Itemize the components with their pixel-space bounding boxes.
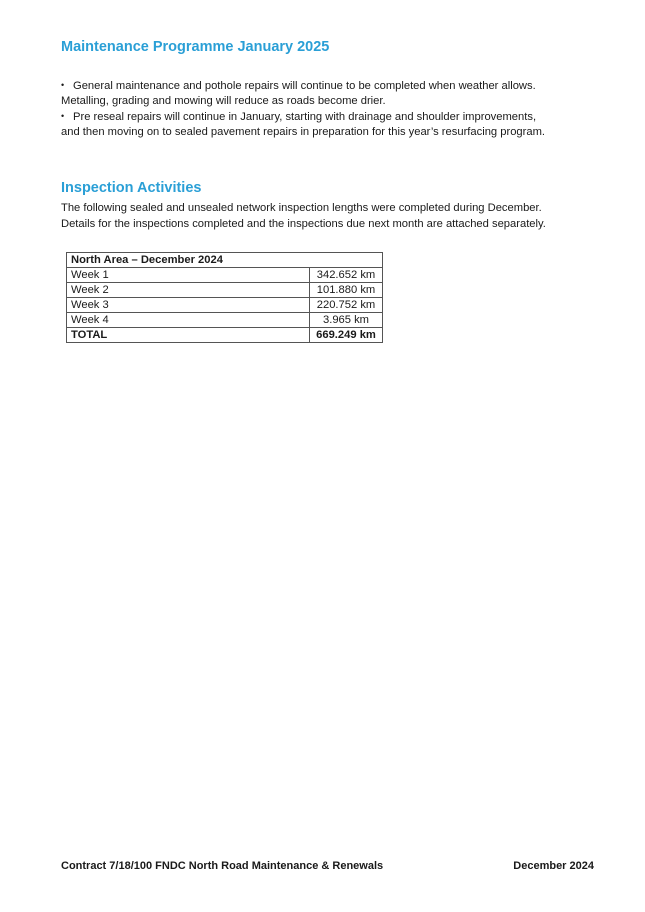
maintenance-heading: Maintenance Programme January 2025: [61, 39, 330, 55]
table-row: [67, 283, 383, 298]
table-row: [67, 268, 383, 283]
row-label: Week 2: [67, 283, 310, 298]
bullet-item-1: [61, 78, 621, 94]
bullet-1-line-1: General maintenance and pothole repairs will continue to be completed when weather allows.: [73, 80, 536, 92]
total-label: TOTAL: [67, 328, 310, 343]
table-row: [67, 313, 383, 328]
row-value: 342.652 km: [310, 268, 383, 283]
bullet-1-line-2: Metalling, grading and mowing will reduce as roads become drier.: [61, 95, 386, 107]
footer-date: December 2024: [513, 860, 594, 872]
bullet-icon: •: [61, 111, 65, 121]
row-value: 3.965 km: [310, 313, 383, 328]
table-row: [67, 298, 383, 313]
row-label: Week 3: [67, 298, 310, 313]
bullet-icon: •: [61, 80, 65, 90]
row-label: Week 1: [67, 268, 310, 283]
table-total-row: [67, 328, 383, 343]
footer-contract: Contract 7/18/100 FNDC North Road Maintenance & Renewals: [61, 860, 384, 872]
row-value: 101.880 km: [310, 283, 383, 298]
bullet-item-2: [61, 109, 621, 125]
table-title-row: [67, 253, 383, 268]
page-footer: [61, 860, 594, 872]
bullet-2-line-1: Pre reseal repairs will continue in January, starting with drainage and shoulder improvements,: [73, 111, 537, 123]
row-value: 220.752 km: [310, 298, 383, 313]
inspection-table: [66, 252, 383, 343]
inspection-heading: Inspection Activities: [61, 180, 202, 196]
maintenance-bullet-list: [61, 78, 621, 140]
bullet-2-line-2: and then moving on to sealed pavement repairs in preparation for this year’s resurfacing program.: [61, 126, 546, 138]
inspection-line-1: The following sealed and unsealed network inspection lengths were completed during December.: [61, 202, 542, 214]
row-label: Week 4: [67, 313, 310, 328]
total-value: 669.249 km: [310, 328, 383, 343]
inspection-line-2: Details for the inspections completed and the inspections due next month are attached separately.: [61, 218, 546, 230]
table-title: North Area – December 2024: [67, 253, 383, 268]
inspection-paragraph: [61, 200, 621, 232]
